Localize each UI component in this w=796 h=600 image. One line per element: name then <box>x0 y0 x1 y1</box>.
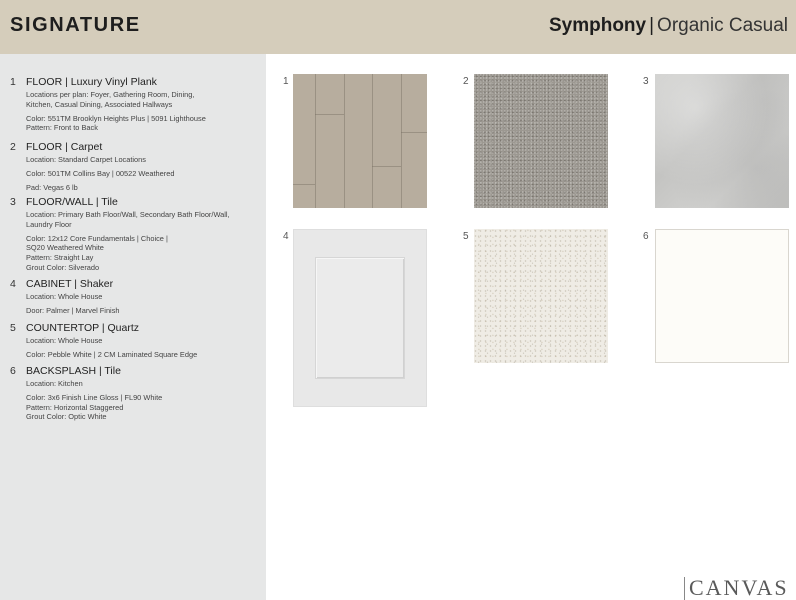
item-title: FLOOR/WALL | Tile <box>26 196 118 208</box>
item-line: Color: Pebble White | 2 CM Laminated Square Edge <box>26 349 198 359</box>
collection-bold: Symphony <box>548 15 647 36</box>
swatch-white-tile <box>655 229 789 363</box>
swatch-stone-tile <box>655 74 789 208</box>
item-line: Door: Palmer | Marvel Finish <box>26 305 120 315</box>
item-title: CABINET | Shaker <box>26 278 114 290</box>
swatch-label: 1 <box>283 76 289 87</box>
item-number: 2 <box>10 141 16 153</box>
swatch-label: 6 <box>643 231 649 242</box>
item-title: FLOOR | Luxury Vinyl Plank <box>26 76 157 88</box>
item-title: BACKSPLASH | Tile <box>26 365 121 377</box>
collection-title <box>549 15 788 37</box>
cabinet-panel <box>315 257 405 379</box>
brand-title: SIGNATURE <box>10 14 141 36</box>
item-line: Color: 12x12 Core Fundamentals | Choice | <box>26 233 168 243</box>
swatch-shaker-cabinet <box>293 229 427 407</box>
item-number: 3 <box>10 196 16 208</box>
swatch-quartz <box>474 229 608 363</box>
item-line: Location: Standard Carpet Locations <box>26 155 146 164</box>
item-line: Kitchen, Casual Dining, Associated Hallways <box>26 99 173 109</box>
collection-name: Organic Casual <box>657 15 788 36</box>
item-line: Pattern: Horizontal Staggered <box>26 402 124 412</box>
item-title: FLOOR | Carpet <box>26 141 103 153</box>
logo-bracket <box>684 577 685 600</box>
item-line: Pattern: Front to Back <box>26 123 98 133</box>
item-line: Color: 551TM Brooklyn Heights Plus | 5091 Lighthouse <box>26 113 206 123</box>
swatch-label: 3 <box>643 76 649 87</box>
item-line: Color: 501TM Collins Bay | 00522 Weathered <box>26 168 175 178</box>
swatch-label: 2 <box>463 76 469 87</box>
item-line: Location: Primary Bath Floor/Wall, Secondary Bath Floor/Wall, <box>26 210 230 219</box>
item-line: Pattern: Straight Lay <box>26 253 94 263</box>
item-number: 5 <box>10 322 16 334</box>
item-number: 1 <box>10 76 16 88</box>
item-line: Laundry Floor <box>26 219 72 229</box>
item-line: Color: 3x6 Finish Line Gloss | FL90 White <box>26 392 163 402</box>
item-line: Grout Color: Silverado <box>26 262 100 272</box>
item-line: Location: Whole House <box>26 336 103 345</box>
item-title: COUNTERTOP | Quartz <box>26 322 140 334</box>
item-line: SQ20 Weathered White <box>26 243 104 253</box>
swatch-label: 4 <box>283 231 289 242</box>
header-bar <box>0 0 796 54</box>
canvas-logo: CANVAS <box>689 575 789 600</box>
swatch-label: 5 <box>463 231 469 242</box>
swatch-carpet <box>474 74 608 208</box>
item-line: Location: Kitchen <box>26 379 83 388</box>
item-number: 4 <box>10 278 16 290</box>
item-line: Grout Color: Optic White <box>26 412 107 422</box>
collection-separator: | <box>649 15 655 36</box>
item-line: Location: Whole House <box>26 292 103 301</box>
swatch-luxury-vinyl-plank <box>293 74 427 208</box>
item-number: 6 <box>10 365 16 377</box>
item-line: Pad: Vegas 6 lb <box>26 182 78 192</box>
item-line: Locations per plan: Foyer, Gathering Room, Dining, <box>26 90 195 99</box>
